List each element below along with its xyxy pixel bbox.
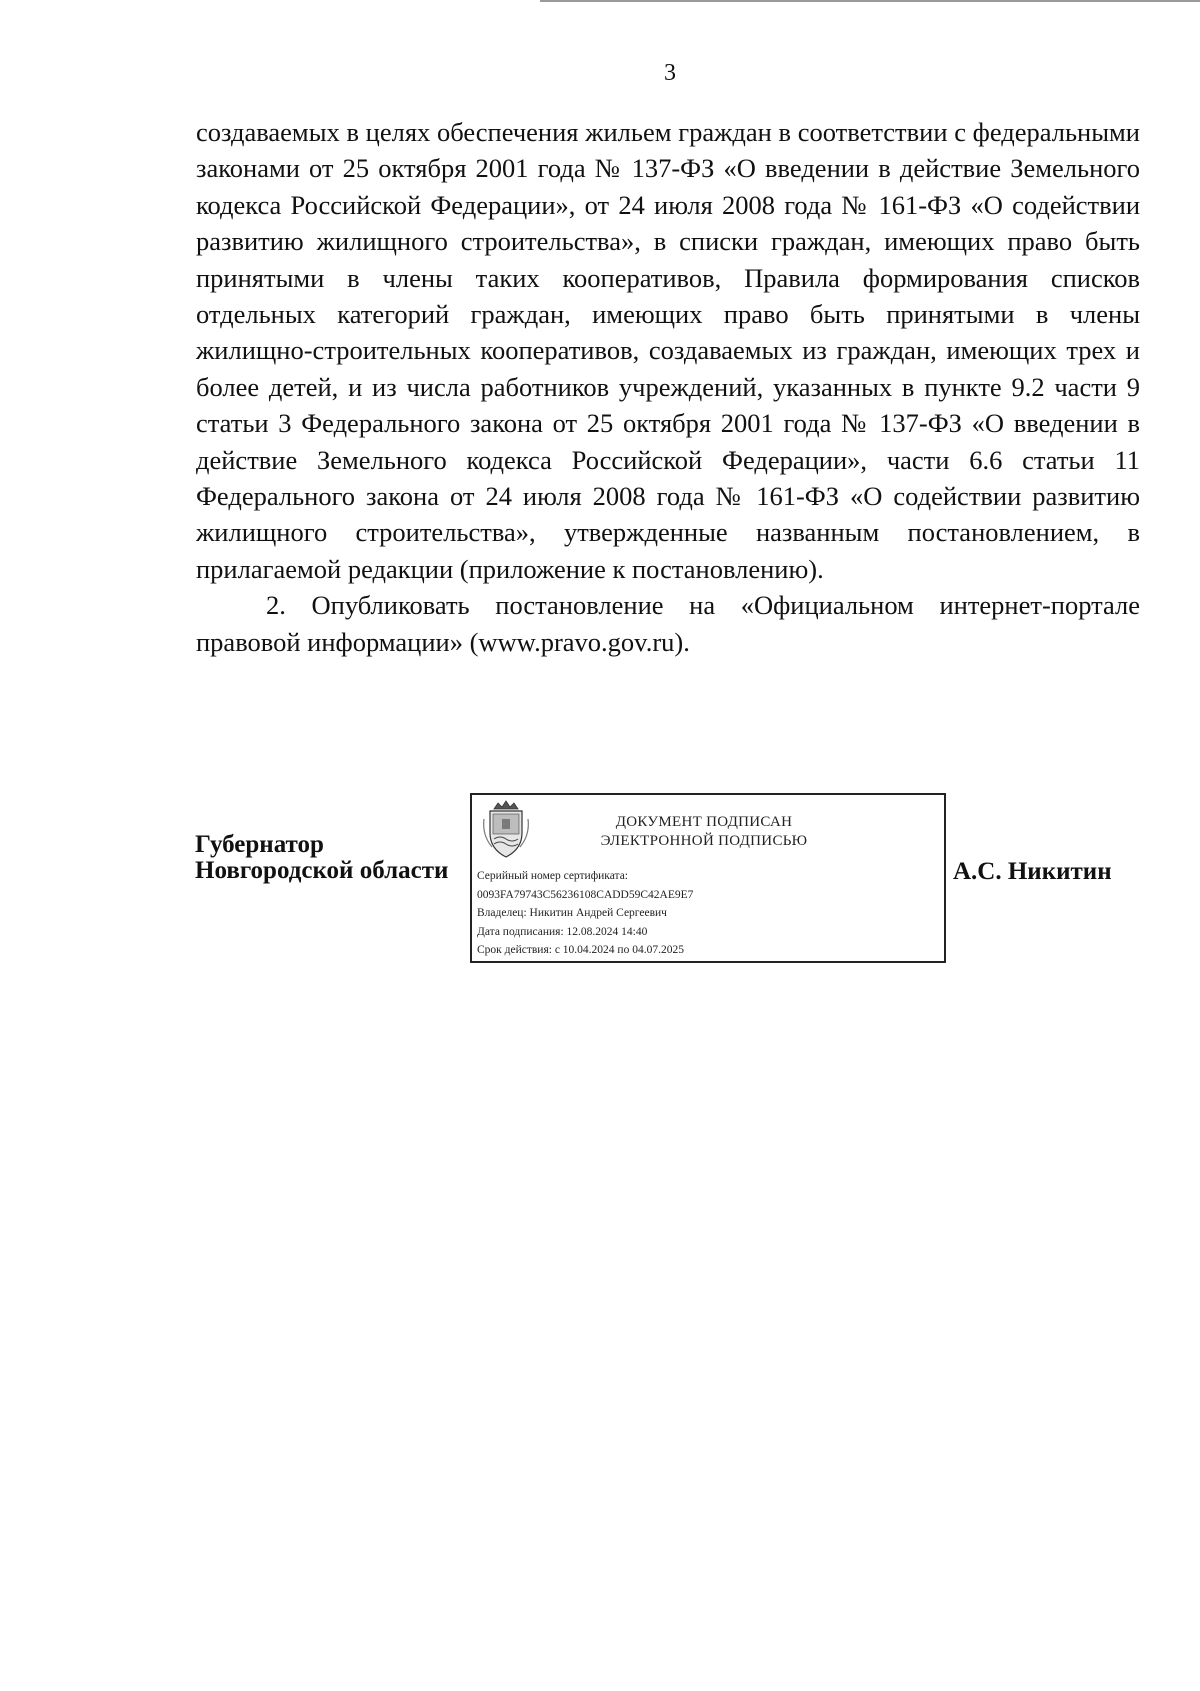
certificate-serial-label: Серийный номер сертификата: bbox=[477, 870, 628, 882]
stamp-header-line1: ДОКУМЕНТ ПОДПИСАН bbox=[615, 814, 793, 830]
page-number: 3 bbox=[664, 60, 676, 86]
signer-position-line2: Новгородской области bbox=[195, 857, 449, 884]
signing-date: Дата подписания: 12.08.2024 14:40 bbox=[477, 925, 648, 938]
certificate-owner: Владелец: Никитин Андрей Сергеевич bbox=[477, 907, 667, 919]
certificate-validity: Срок действия: с 10.04.2024 по 04.07.2025 bbox=[477, 944, 684, 956]
signer-position-line1: Губернатор bbox=[195, 831, 324, 858]
signer-name: А.С. Никитин bbox=[953, 858, 1112, 885]
body-text bbox=[196, 114, 1140, 660]
stamp-header-line2: ЭЛЕКТРОННОЙ ПОДПИСЬЮ bbox=[600, 833, 808, 849]
stamp-header bbox=[554, 813, 854, 851]
signer-position bbox=[195, 832, 448, 884]
novgorod-coat-of-arms-icon bbox=[480, 799, 532, 861]
paragraph-2: 2. Опубликовать постановление на «Официальном интернет-портале правовой информации» (www.pravo.gov.ru). bbox=[196, 590, 1140, 657]
stamp-details bbox=[477, 867, 693, 960]
top-border-line bbox=[540, 0, 1200, 2]
certificate-serial-value: 0093FA79743C56236108CADD59C42AE9E7 bbox=[477, 888, 694, 901]
electronic-signature-stamp bbox=[470, 793, 946, 963]
paragraph-1: создаваемых в целях обеспечения жильем граждан в соответствии с федеральными законами от 25 октября 2001 года № 137-ФЗ «О введении в действие Земельного кодекса Российской Федерации», от 24 июля 2008 года № 161-ФЗ «О содействии развитию жилищного строительства», в списки граждан, имеющих право быть принятыми в члены таких кооперативов, Правила формирования списков отдельных категорий граждан, имеющих право быть принятыми в члены жилищно-строительных кооперативов, создаваемых из граждан, имеющих трех и более детей, и из числа работников учреждений, указанных в пункте 9.2 части 9 статьи 3 Федерального закона от 25 октября 2001 года № 137-ФЗ «О введении в действие Земельного кодекса Российской Федерации», части 6.6 статьи 11 Федерального закона от 24 июля 2008 года № 161-ФЗ «О содействии развитию жилищного строительства», утвержденные названным постановлением, в прилагаемой редакции (приложение к постановлению). bbox=[196, 117, 1140, 584]
